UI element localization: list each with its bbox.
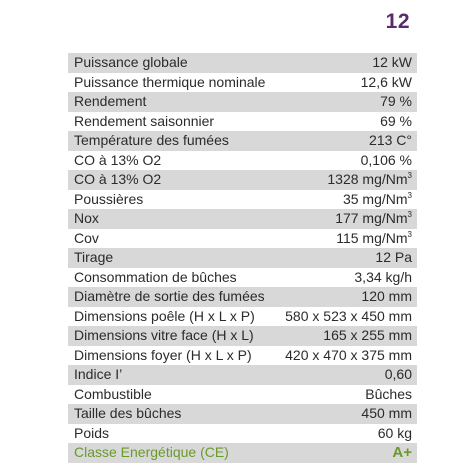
spec-label: CO à 13% O2 xyxy=(74,151,162,168)
spec-value xyxy=(392,443,412,463)
spec-row xyxy=(68,131,417,151)
spec-row xyxy=(68,92,417,112)
spec-row xyxy=(68,53,417,73)
spec-value xyxy=(343,190,412,210)
spec-value-text: 35 mg/Nm xyxy=(342,190,408,207)
spec-label: Puissance globale xyxy=(74,54,188,70)
spec-label: Poids xyxy=(74,424,110,441)
spec-label: Dimensions poêle (H x L x P) xyxy=(74,307,255,324)
spec-value xyxy=(361,151,412,171)
spec-label: Tirage xyxy=(74,249,114,265)
spec-row xyxy=(68,365,417,385)
spec-value xyxy=(372,53,412,73)
spec-value-text: 450 mm xyxy=(361,405,412,421)
spec-label: Combustible xyxy=(74,385,152,402)
spec-value xyxy=(327,170,412,190)
spec-row xyxy=(68,424,417,444)
spec-label: Indice I’ xyxy=(74,366,123,382)
spec-value-text: 3,34 kg/h xyxy=(354,268,412,285)
spec-value xyxy=(361,73,412,93)
spec-value-superscript: 3 xyxy=(407,190,412,200)
spec-table xyxy=(68,53,417,463)
spec-value-text: 420 x 470 x 375 mm xyxy=(285,346,412,363)
spec-row xyxy=(68,404,417,424)
spec-row xyxy=(68,73,417,93)
spec-value xyxy=(285,346,412,366)
spec-row xyxy=(68,190,417,210)
spec-value xyxy=(369,131,412,151)
spec-value-text: 12 Pa xyxy=(375,249,412,265)
spec-label: Classe Energétique (CE) xyxy=(74,444,229,460)
spec-label: Consommation de bûches xyxy=(74,268,237,285)
spec-label: Poussières xyxy=(74,190,144,207)
spec-row xyxy=(68,229,417,249)
spec-value xyxy=(380,112,412,132)
spec-value-text: Bûches xyxy=(365,385,412,402)
spec-value xyxy=(336,229,412,249)
spec-label: Nox xyxy=(74,210,99,226)
spec-value xyxy=(375,248,412,268)
energy-class-row xyxy=(68,443,417,463)
spec-value xyxy=(380,92,412,112)
spec-row xyxy=(68,326,417,346)
spec-value-superscript: 3 xyxy=(407,210,412,219)
spec-value-text: 12 kW xyxy=(372,54,412,70)
spec-label: Diamètre de sortie des fumées xyxy=(74,288,265,304)
spec-value-text: 1328 mg/Nm xyxy=(327,171,408,187)
spec-value xyxy=(361,404,412,424)
model-header xyxy=(0,6,470,40)
spec-value-text: 0,106 % xyxy=(360,151,412,168)
spec-label: Température des fumées xyxy=(74,132,229,148)
spec-value xyxy=(335,209,412,229)
spec-value-text: 115 mg/Nm xyxy=(336,229,408,246)
spec-value-text: 79 % xyxy=(380,93,412,109)
spec-value xyxy=(361,287,412,307)
spec-row xyxy=(68,170,417,190)
spec-row xyxy=(68,268,417,288)
spec-value xyxy=(323,326,412,346)
spec-value-text: 120 mm xyxy=(361,288,412,304)
spec-row xyxy=(68,346,417,366)
spec-value-text: A+ xyxy=(392,444,412,461)
spec-value xyxy=(354,268,412,288)
spec-row xyxy=(68,112,417,132)
spec-value xyxy=(378,424,412,444)
spec-value-text: 12,6 kW xyxy=(360,73,412,90)
spec-value-superscript: 3 xyxy=(407,171,412,180)
spec-label: Taille des bûches xyxy=(74,405,182,421)
spec-value-text: 165 x 255 mm xyxy=(323,327,412,343)
spec-label: Puissance thermique nominale xyxy=(74,73,266,90)
spec-label: Cov xyxy=(74,229,99,246)
spec-value-superscript: 3 xyxy=(407,229,412,239)
model-number: 12 xyxy=(385,10,410,33)
spec-label: Rendement xyxy=(74,93,147,109)
spec-value-text: 580 x 523 x 450 mm xyxy=(285,307,412,324)
spec-row xyxy=(68,151,417,171)
spec-label: Dimensions vitre face (H x L) xyxy=(74,327,254,343)
spec-value-text: 60 kg xyxy=(377,424,412,441)
spec-row xyxy=(68,385,417,405)
spec-value xyxy=(285,307,412,327)
spec-value xyxy=(385,365,412,385)
spec-row xyxy=(68,248,417,268)
spec-row xyxy=(68,209,417,229)
spec-value-text: 69 % xyxy=(380,112,412,129)
spec-value-text: 0,60 xyxy=(384,366,412,382)
spec-label: Rendement saisonnier xyxy=(74,112,215,129)
spec-row xyxy=(68,307,417,327)
spec-value xyxy=(365,385,412,405)
spec-row xyxy=(68,287,417,307)
spec-label: Dimensions foyer (H x L x P) xyxy=(74,346,252,363)
spec-value-text: 177 mg/Nm xyxy=(335,210,408,226)
spec-value-text: 213 C° xyxy=(369,132,412,148)
spec-label: CO à 13% O2 xyxy=(74,171,162,187)
